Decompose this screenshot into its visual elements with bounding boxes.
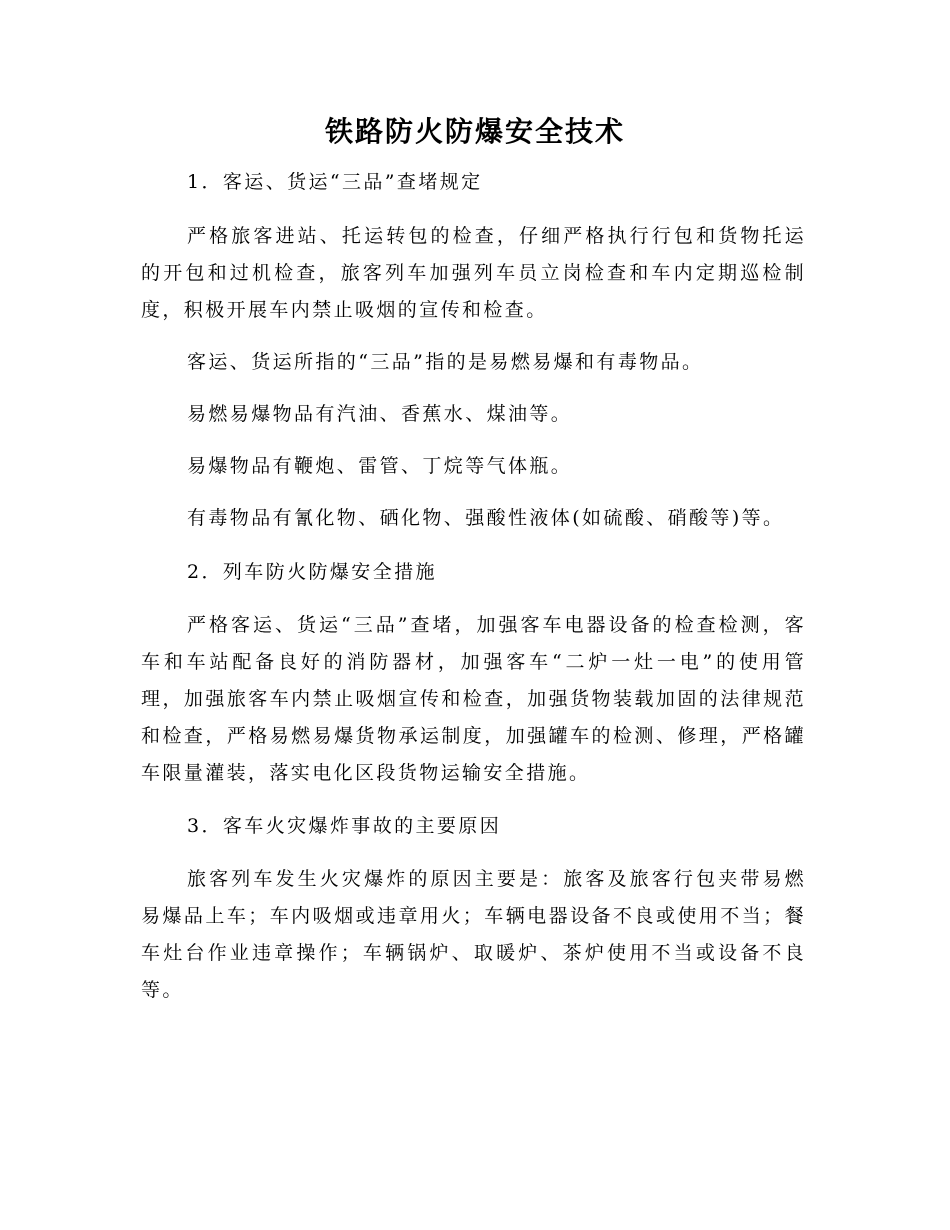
paragraph-explosive-items: 易爆物品有鞭炮、雷管、丁烷等气体瓶。: [187, 455, 573, 477]
section-heading-1: 1．客运、货运“三品”查堵规定: [187, 171, 483, 193]
section-heading-3: 3．客车火灾爆炸事故的主要原因: [187, 815, 502, 837]
section-heading-2: 2．列车防火防爆安全措施: [187, 561, 437, 583]
paragraph-flammable-items: 易燃易爆物品有汽油、香蕉水、煤油等。: [187, 403, 573, 425]
paragraph-safety-measures: 严格客运、货运“三品”查堵，加强客车电器设备的检查检测，客车和车站配备良好的消防器材，加强客车“二炉一灶一电”的使用管理，加强旅客车内禁止吸烟宣传和检查，加强货物装载加固的法律规范和检查，严格易燃易爆货物承运制度，加强罐车的检测、修理，严格罐车限量灌装，落实电化区段货物运输安全措施。: [141, 614, 806, 784]
paragraph-three-items-definition: 客运、货运所指的“三品”指的是易燃易爆和有毒物品。: [187, 351, 704, 373]
document-title: 铁路防火防爆安全技术: [324, 115, 625, 148]
paragraph-inspection-rules: 严格旅客进站、托运转包的检查，仔细严格执行行包和货物托运的开包和过机检查，旅客列车加强列车员立岗检查和车内定期巡检制度，积极开展车内禁止吸烟的宣传和检查。: [141, 225, 806, 321]
paragraph-toxic-items: 有毒物品有氰化物、硒化物、强酸性液体(如硫酸、硝酸等)等。: [187, 507, 785, 529]
paragraph-accident-causes: 旅客列车发生火灾爆炸的原因主要是：旅客及旅客行包夹带易燃易爆品上车；车内吸烟或违章用火；车辆电器设备不良或使用不当；餐车灶台作业违章操作；车辆锅炉、取暖炉、茶炉使用不当或设备不良等。: [141, 868, 806, 1001]
